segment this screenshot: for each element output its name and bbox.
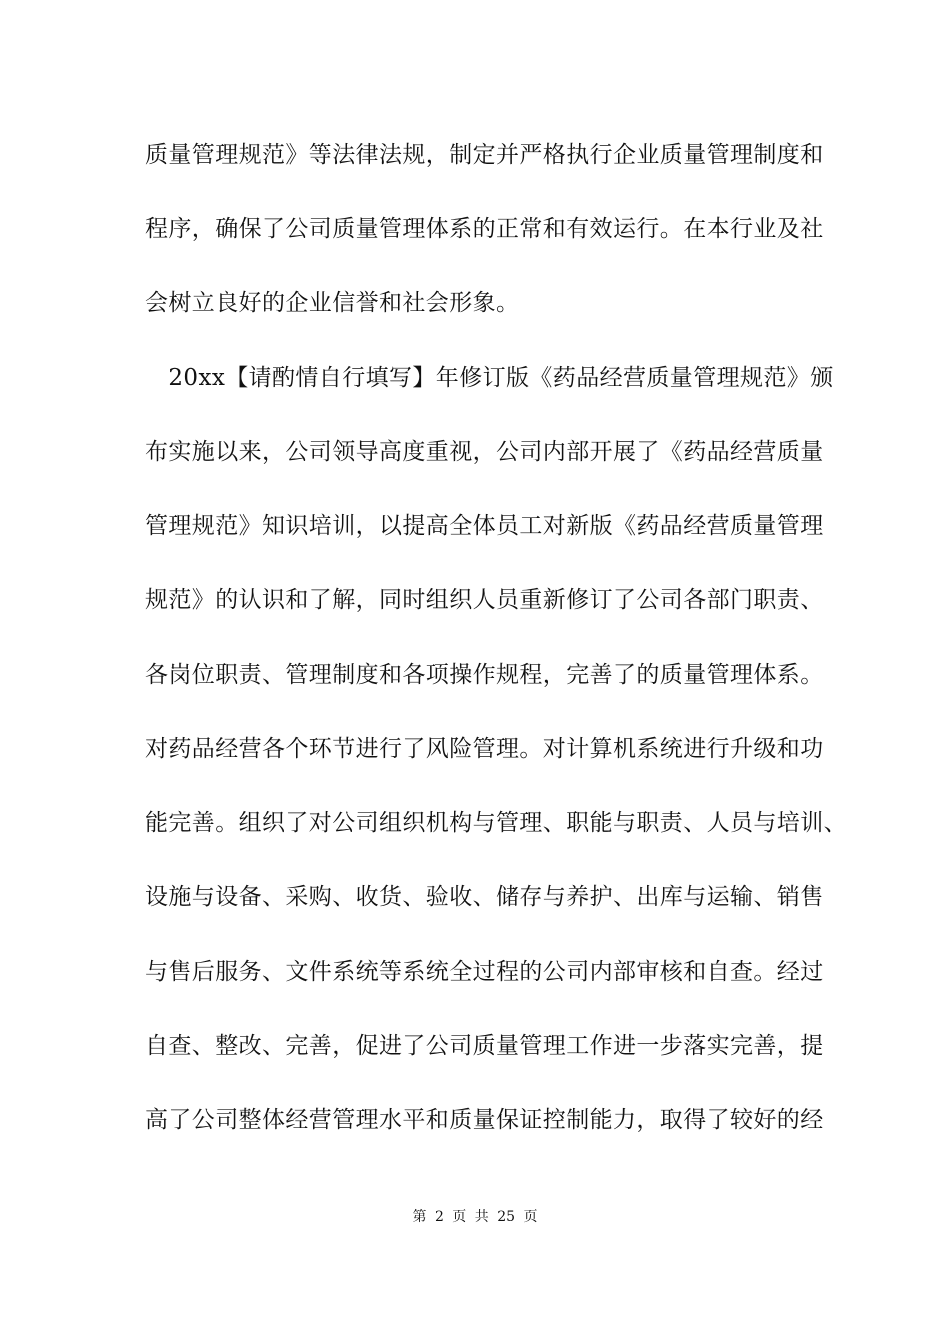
paragraph-line: 会树立良好的企业信誉和社会形象。 (145, 290, 520, 316)
paragraph-line: 自查、整改、完善，促进了公司质量管理工作进一步落实完善，提 (145, 1033, 824, 1059)
paragraph-line: 各岗位职责、管理制度和各项操作规程，完善了的质量管理体系。 (145, 662, 824, 688)
paragraph-line: 对药品经营各个环节进行了风险管理。对计算机系统进行升级和功 (145, 736, 824, 762)
paragraph-line: 规范》的认识和了解，同时组织人员重新修订了公司各部门职责、 (145, 587, 824, 613)
paragraph-line: 能完善。组织了对公司组织机构与管理、职能与职责、人员与培训、 (145, 810, 847, 836)
paragraph-line: 20xx【请酌情自行填写】年修订版《药品经营质量管理规范》颁 (145, 365, 834, 391)
paragraph-line: 质量管理规范》等法律法规，制定并严格执行企业质量管理制度和 (145, 142, 824, 168)
paragraph-line: 与售后服务、文件系统等系统全过程的公司内部审核和自查。经过 (145, 959, 824, 985)
paragraph-line: 程序，确保了公司质量管理体系的正常和有效运行。在本行业及社 (145, 216, 824, 242)
paragraph-line: 管理规范》知识培训，以提高全体员工对新版《药品经营质量管理 (145, 513, 824, 539)
paragraph-line: 布实施以来，公司领导高度重视，公司内部开展了《药品经营质量 (145, 439, 824, 465)
paragraph-line: 高了公司整体经营管理水平和质量保证控制能力，取得了较好的经 (145, 1107, 824, 1133)
page-number-footer: 第 2 页 共 25 页 (412, 1209, 538, 1225)
paragraph-line: 设施与设备、采购、收货、验收、储存与养护、出库与运输、销售 (145, 884, 824, 910)
